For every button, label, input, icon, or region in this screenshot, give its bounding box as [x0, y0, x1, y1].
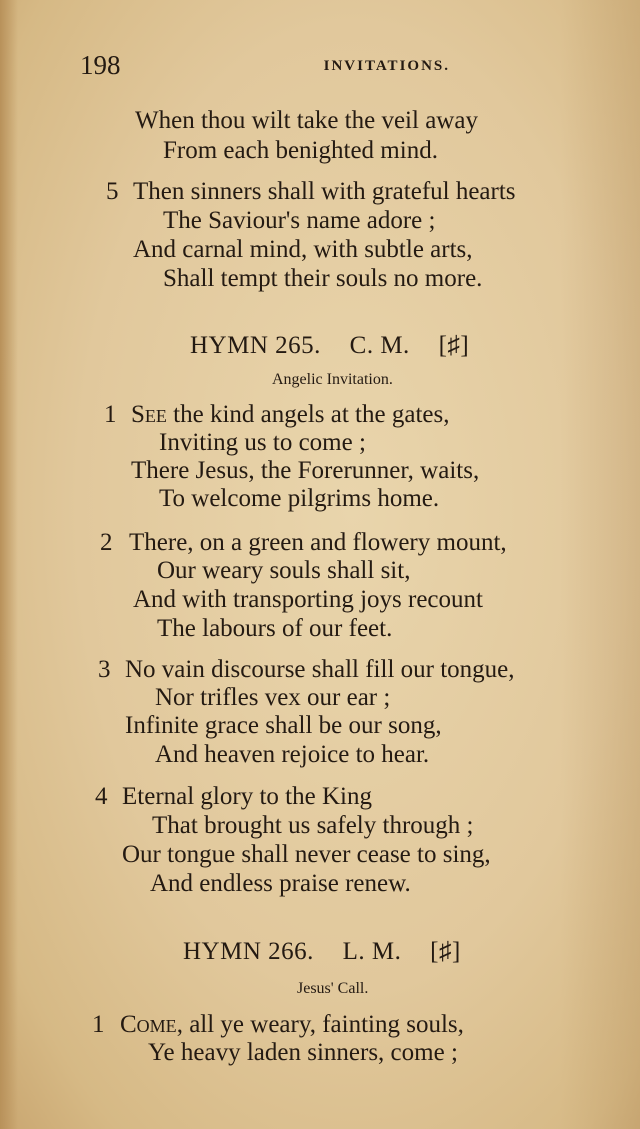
verse-line: Shall tempt their souls no more. [163, 265, 483, 292]
verse-number: 1 [104, 401, 117, 428]
page-gutter-shadow [0, 0, 18, 1129]
verse-line: Eternal glory to the King [122, 783, 372, 810]
hymn-subtitle: Angelic Invitation. [272, 371, 393, 388]
verse-line: Ye heavy laden sinners, come ; [148, 1039, 458, 1066]
hymn-265-heading [190, 332, 469, 360]
verse-first-word: See [131, 401, 167, 428]
verse-line: And endless praise renew. [150, 870, 411, 897]
verse-line: The Saviour's name adore ; [163, 207, 436, 234]
page-number: 198 [80, 50, 121, 80]
hymn-266-heading [183, 938, 461, 966]
verse-line: Our tongue shall never cease to sing, [122, 841, 491, 868]
verse-line: That brought us safely through ; [152, 812, 474, 839]
verse-line: Infinite grace shall be our song, [125, 712, 442, 739]
hymn-meter: L. M. [342, 938, 402, 965]
verse-line: The labours of our feet. [157, 615, 393, 642]
verse-number: 1 [92, 1011, 105, 1038]
verse-line: Inviting us to come ; [159, 429, 366, 456]
verse-number: 5 [106, 178, 119, 205]
hymn-subtitle: Jesus' Call. [297, 980, 369, 997]
hymn-meter: C. M. [349, 332, 410, 359]
hymn-mark: [♯] [430, 938, 461, 965]
continuation-line: When thou wilt take the veil away [135, 107, 478, 134]
verse-line: There Jesus, the Forerunner, waits, [131, 457, 480, 484]
verse-number: 2 [100, 529, 113, 556]
verse-number: 3 [98, 656, 111, 683]
verse-line: And carnal mind, with subtle arts, [133, 236, 473, 263]
running-head: INVITATIONS. [323, 58, 450, 74]
verse-line: And heaven rejoice to hear. [155, 741, 430, 768]
hymn-mark: [♯] [438, 332, 470, 359]
hymn-title: HYMN 266. [183, 938, 314, 965]
facing-page-bleed [560, 0, 640, 1129]
verse-line: No vain discourse shall fill our tongue, [125, 656, 515, 683]
verse-number: 4 [95, 783, 108, 810]
verse-line: Then sinners shall with grateful hearts [133, 178, 516, 205]
verse-line: There, on a green and flowery mount, [129, 529, 507, 556]
verse-line: To welcome pilgrims home. [159, 485, 440, 512]
page-header [80, 50, 450, 80]
verse-line: See the kind angels at the gates, [131, 401, 450, 428]
verse-line: Nor trifles vex our ear ; [155, 684, 391, 711]
verse-line: Our weary souls shall sit, [157, 557, 411, 584]
verse-line: And with transporting joys recount [133, 586, 483, 613]
continuation-line: From each benighted mind. [163, 137, 438, 164]
hymn-title: HYMN 265. [190, 332, 321, 359]
verse-line: Come, all ye weary, fainting souls, [120, 1011, 464, 1038]
verse-first-word: Come [120, 1011, 177, 1038]
